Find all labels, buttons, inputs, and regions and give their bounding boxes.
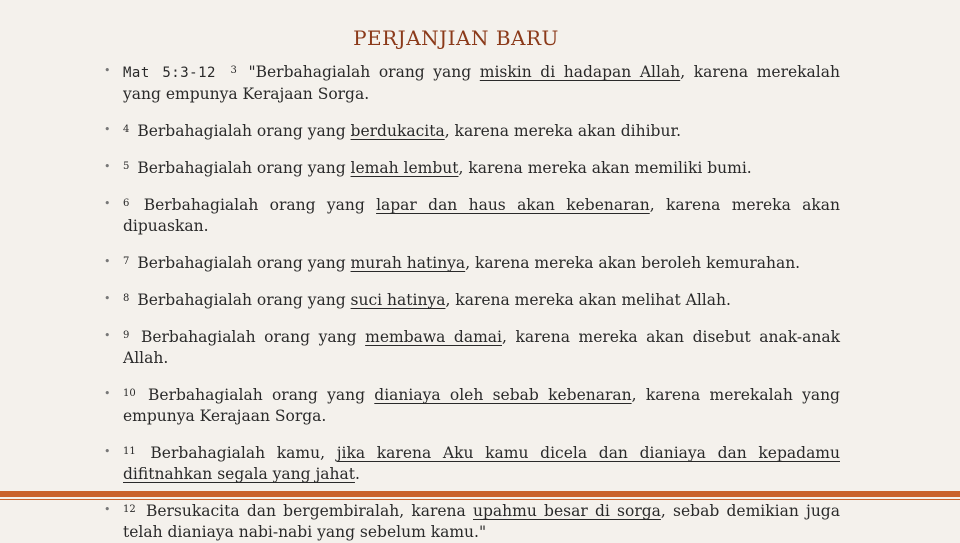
list-item: [104, 251, 840, 274]
list-item: [104, 325, 840, 369]
footer-accent-line: [0, 499, 960, 500]
verse-text: , karena mereka akan beroleh kemurahan.: [465, 254, 801, 272]
verse-emphasis: upahmu besar di sorga: [473, 502, 661, 520]
list-item: [104, 499, 840, 543]
verse-text: , karena mereka akan dipuaskan.: [123, 196, 840, 235]
verse-emphasis: miskin di hadapan Allah: [479, 63, 681, 81]
verse-emphasis: lemah lembut: [350, 159, 459, 177]
verse-emphasis: suci hatinya: [350, 291, 446, 309]
verse-number: 4: [123, 124, 130, 135]
bullet-icon: •: [104, 292, 111, 305]
verse-emphasis: jika karena Aku kamu dicela dan dianiaya dan kepadamu difitnahkan segala yang jahat: [123, 444, 840, 483]
bullet-icon: •: [104, 64, 111, 77]
verse-emphasis: membawa damai: [365, 328, 502, 346]
verse-text: Berbahagialah kamu,: [150, 444, 337, 462]
verse-emphasis: dianiaya oleh sebab kebenaran: [374, 386, 632, 404]
verse-text: Berbahagialah orang yang: [137, 291, 351, 309]
bullet-icon: •: [104, 123, 111, 136]
verse-number: 3: [230, 65, 237, 76]
verse-number: 11: [123, 446, 136, 457]
verse-emphasis: lapar dan haus akan kebenaran: [376, 196, 650, 214]
scripture-reference: Mat 5:3-12: [123, 65, 216, 81]
verse-text: , karena mereka akan memiliki bumi.: [458, 159, 752, 177]
verse-emphasis: berdukacita: [350, 122, 445, 140]
bullet-icon: •: [104, 255, 111, 268]
verse-number: 10: [123, 388, 136, 399]
verse-text: , karena mereka akan disebut anak-anak Allah.: [123, 328, 840, 367]
verse-text: Berbahagialah orang yang: [137, 122, 351, 140]
verse-number: 12: [123, 504, 136, 515]
verse-number: 6: [123, 198, 130, 209]
verse-text: Berbahagialah orang yang: [140, 328, 366, 346]
footer-accent-bar: [0, 491, 960, 497]
verse-text: , karena merekalah yang empunya Kerajaan Sorga.: [123, 386, 840, 425]
list-item: [104, 383, 840, 427]
verse-emphasis: murah hatinya: [350, 254, 466, 272]
verse-list: [104, 60, 840, 543]
verse-number: 8: [123, 293, 130, 304]
slide-title: PERJANJIAN BARU: [353, 26, 559, 50]
list-item: [104, 288, 840, 311]
bullet-icon: •: [104, 329, 111, 342]
verse-text: , karena merekalah yang empunya Kerajaan Sorga.: [123, 63, 840, 103]
verse-text: Berbahagialah orang yang: [148, 386, 375, 404]
verse-text: "Berbahagialah orang yang: [248, 63, 480, 81]
list-item: [104, 156, 840, 179]
verse-text: , karena mereka akan melihat Allah.: [445, 291, 731, 309]
verse-number: 5: [123, 161, 130, 172]
verse-text: .: [354, 465, 360, 483]
verse-text: Berbahagialah orang yang: [143, 196, 377, 214]
list-item: [104, 441, 840, 485]
verse-text: Berbahagialah orang yang: [137, 159, 351, 177]
bullet-icon: •: [104, 160, 111, 173]
verse-text: , sebab demikian juga telah dianiaya nabi-nabi yang sebelum kamu.": [123, 502, 840, 541]
verse-number: 9: [123, 330, 130, 341]
bullet-icon: •: [104, 197, 111, 210]
bullet-icon: •: [104, 387, 111, 400]
verse-number: 7: [123, 256, 130, 267]
bullet-icon: •: [104, 445, 111, 458]
list-item: [104, 193, 840, 237]
bullet-icon: •: [104, 503, 111, 516]
verse-text: Bersukacita dan bergembiralah, karena: [145, 502, 473, 520]
verse-text: , karena mereka akan dihibur.: [444, 122, 682, 140]
list-item: [104, 60, 840, 105]
list-item: [104, 119, 840, 142]
verse-text: Berbahagialah orang yang: [137, 254, 351, 272]
